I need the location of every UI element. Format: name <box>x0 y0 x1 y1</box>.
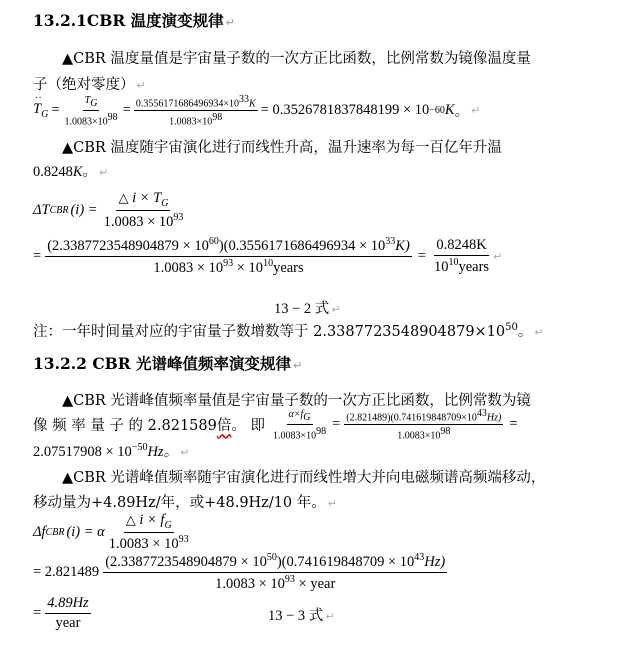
sec2-paragraph-2-line-1: ▲CBR 光谱峰值频率随宇宙演化进行而线性增大并向电磁频谱高频端移动， <box>62 470 546 486</box>
sec1-equation-2: ΔT CBR (i) = $\frac{\triangle i \times T_G}{1.0083 \times 10^{93}}$ <box>33 190 184 230</box>
sec2-equation-4: = $\frac{4.89Hz}{\text{year}}$ <box>33 595 89 631</box>
sec1-paragraph-1-line-2: 子（绝对零度） ↵ <box>33 77 146 93</box>
sec1-equation-label: 13 − 2 式 ↵ <box>274 301 341 317</box>
sec1-paragraph-1-line-1: ▲CBR 温度量值是宇宙量子数的一次方正比函数，比例常数为镜像温度量 <box>62 51 531 67</box>
sec1-paragraph-2-line-2: 0.8248K。 ↵ <box>33 164 109 180</box>
sec2-paragraph-2-line-2: 移动量为+4.89Hz/年，或+48.9Hz/10 年。 ↵ <box>33 495 337 511</box>
section-title-13-2-2: 13.2.2 CBR 光谱峰值频率演变规律 ↵ <box>33 354 303 373</box>
sec2-equation-label: 13 − 3 式 ↵ <box>268 608 335 624</box>
sec2-equation-2: Δf CBR (i) = α $\frac{\triangle i \times f_G}{1.0083 \times 10^{93}}$ <box>33 512 189 552</box>
sec2-equation-1-result: $2.07517908 \times 10^{-50}Hz$。 ↵ <box>33 442 190 460</box>
sec2-paragraph-1-line-2: 像 频 率 量 子 的 2.821589 倍 。 即 $\frac{\alpha\times f_G}{1.0083\times 10^{98}}$ = $\frac{(2.821489)(0.741619848709\times 10^{43}Hz)}{1.0083\times 10^{98}}$ = <box>33 408 518 442</box>
sec1-equation-3: = $\frac{(2.3387723548904879 \times 10^{60})(0.3556171686496934 \times 10^{33}K)}{1.0083 \times 10^{93} \times 10^{10}years}$ = $\frac{0.8248K}{10^{10}years}$ ↵ <box>33 236 503 276</box>
section-title-13-2-1: 13.2.1CBR 温度演变规律 ↵ <box>33 11 235 30</box>
sec2-equation-3: = 2.821489 $\frac{(2.3387723548904879 \times 10^{50})(0.741619848709 \times 10^{43}Hz)}{1.0083 \times 10^{93} \times year}$ <box>33 552 446 592</box>
sec2-paragraph-1-line-1: ▲CBR 光谱峰值频率量值是宇宙量子数的一次方正比函数，比例常数为镜 <box>62 393 531 409</box>
sec1-note: 注：一年时间量对应的宇宙量子数增数等于 $2.3387723548904879\times 10^{50}$。 ↵ <box>33 322 544 340</box>
sec1-paragraph-2-line-1: ▲CBR 温度随宇宙演化进行而线性升高，温升速率为每一百亿年升温 <box>62 140 502 156</box>
sec1-equation-1: T ·· $_G$ = $\frac{T_G}{1.0083\times 10^{98}}$ = $\frac{0.3556171686496934\times 10^{33}K}{1.0083\times 10^{98}}$ = 0.3526781837848199 × 10 −60 K 。 ↵ <box>33 93 481 128</box>
